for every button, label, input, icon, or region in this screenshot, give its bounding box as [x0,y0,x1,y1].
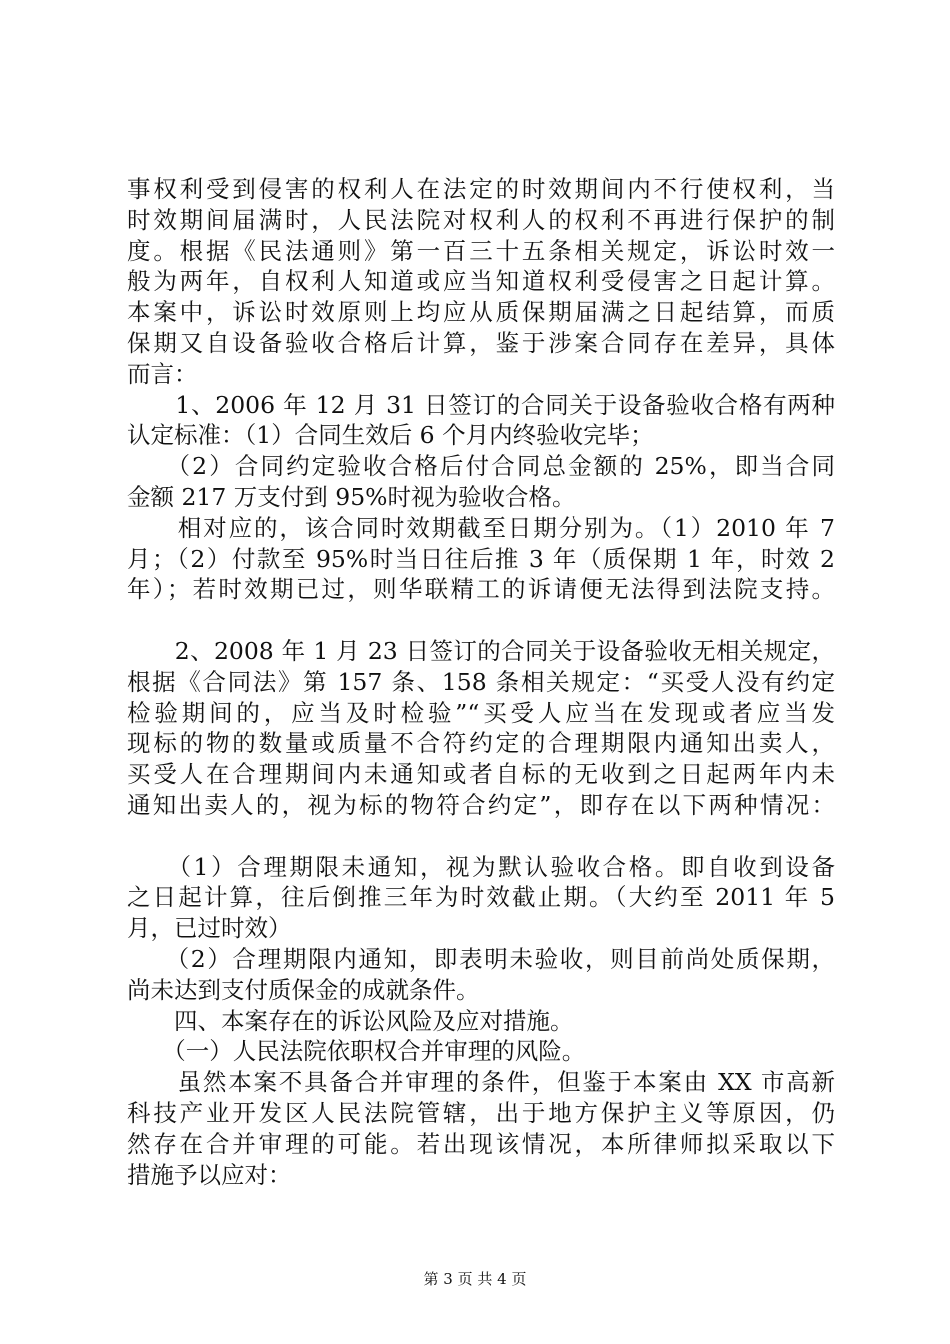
body-text [127,174,835,1190]
text-line: 1、2006 年 12 月 31 日签订的合同关于设备验收合格有两种 [127,390,835,419]
text-line: （一）人民法院依职权合并审理的风险。 [127,1037,586,1066]
text-line: 虽然本案不具备合并审理的条件，但鉴于本案由 XX 市高新 [127,1068,835,1097]
text-line: 现标的物的数量或质量不合符约定的合理期限内通知出卖人， [127,729,835,758]
text-line: 尚未达到支付质保金的成就条件。 [127,975,480,1004]
paragraph-gap [127,605,835,636]
text-line: 四、本案存在的诉讼风险及应对措施。 [127,1006,574,1035]
text-line: 金额 217 万支付到 95%时视为验收合格。 [127,482,576,511]
text-line: 保期又自设备验收合格后计算，鉴于涉案合同存在差异，具体 [127,328,835,357]
page-footer: 第 3 页 共 4 页 [423,1270,527,1288]
text-line: 认定标准：（1）合同生效后 6 个月内终验收完毕； [127,421,654,450]
text-line: 措施予以应对： [127,1160,292,1189]
text-line: 月；（2）付款至 95%时当日往后推 3 年（质保期 1 年，时效 2 [127,544,835,573]
text-line: 之日起计算，往后倒推三年为时效截止期。（大约至 2011 年 5 [127,883,835,912]
text-line: 本案中，诉讼时效原则上均应从质保期届满之日起结算，而质 [127,298,835,327]
text-line: 买受人在合理期间内未通知或者自标的无收到之日起两年内未 [127,760,835,789]
text-line: 科技产业开发区人民法院管辖，出于地方保护主义等原因，仍 [127,1098,835,1127]
text-line: 根据《合同法》第 157 条、158 条相关规定：“买受人没有约定 [127,667,835,696]
text-line: 月，已过时效） [127,914,292,943]
text-line: （2）合同约定验收合格后付合同总金额的 25%，即当合同 [127,452,835,481]
text-line: （1）合理期限未通知，视为默认验收合格。即自收到设备 [127,852,835,881]
paragraph-gap [127,821,835,852]
text-line: 而言： [127,359,198,388]
text-line: 然存在合并审理的可能。若出现该情况，本所律师拟采取以下 [127,1129,835,1158]
text-line: 通知出卖人的，视为标的物符合约定”，即存在以下两种情况： [127,790,835,819]
text-line: 2、2008 年 1 月 23 日签订的合同关于设备验收无相关规定， [127,636,835,665]
text-line: 年）；若时效期已过，则华联精工的诉请便无法得到法院支持。 [127,575,835,604]
text-line: 检验期间的，应当及时检验”“买受人应当在发现或者应当发 [127,698,835,727]
text-line: （2）合理期限内通知，即表明未验收，则目前尚处质保期， [127,944,835,973]
text-line: 相对应的，该合同时效期截至日期分别为。（1）2010 年 7 [127,513,835,542]
text-line: 度。根据《民法通则》第一百三十五条相关规定，诉讼时效一 [127,236,835,265]
text-line: 般为两年，自权利人知道或应当知道权利受侵害之日起计算。 [127,267,835,296]
text-line: 时效期间届满时，人民法院对权利人的权利不再进行保护的制 [127,205,835,234]
text-line: 事权利受到侵害的权利人在法定的时效期间内不行使权利，当 [127,175,835,203]
